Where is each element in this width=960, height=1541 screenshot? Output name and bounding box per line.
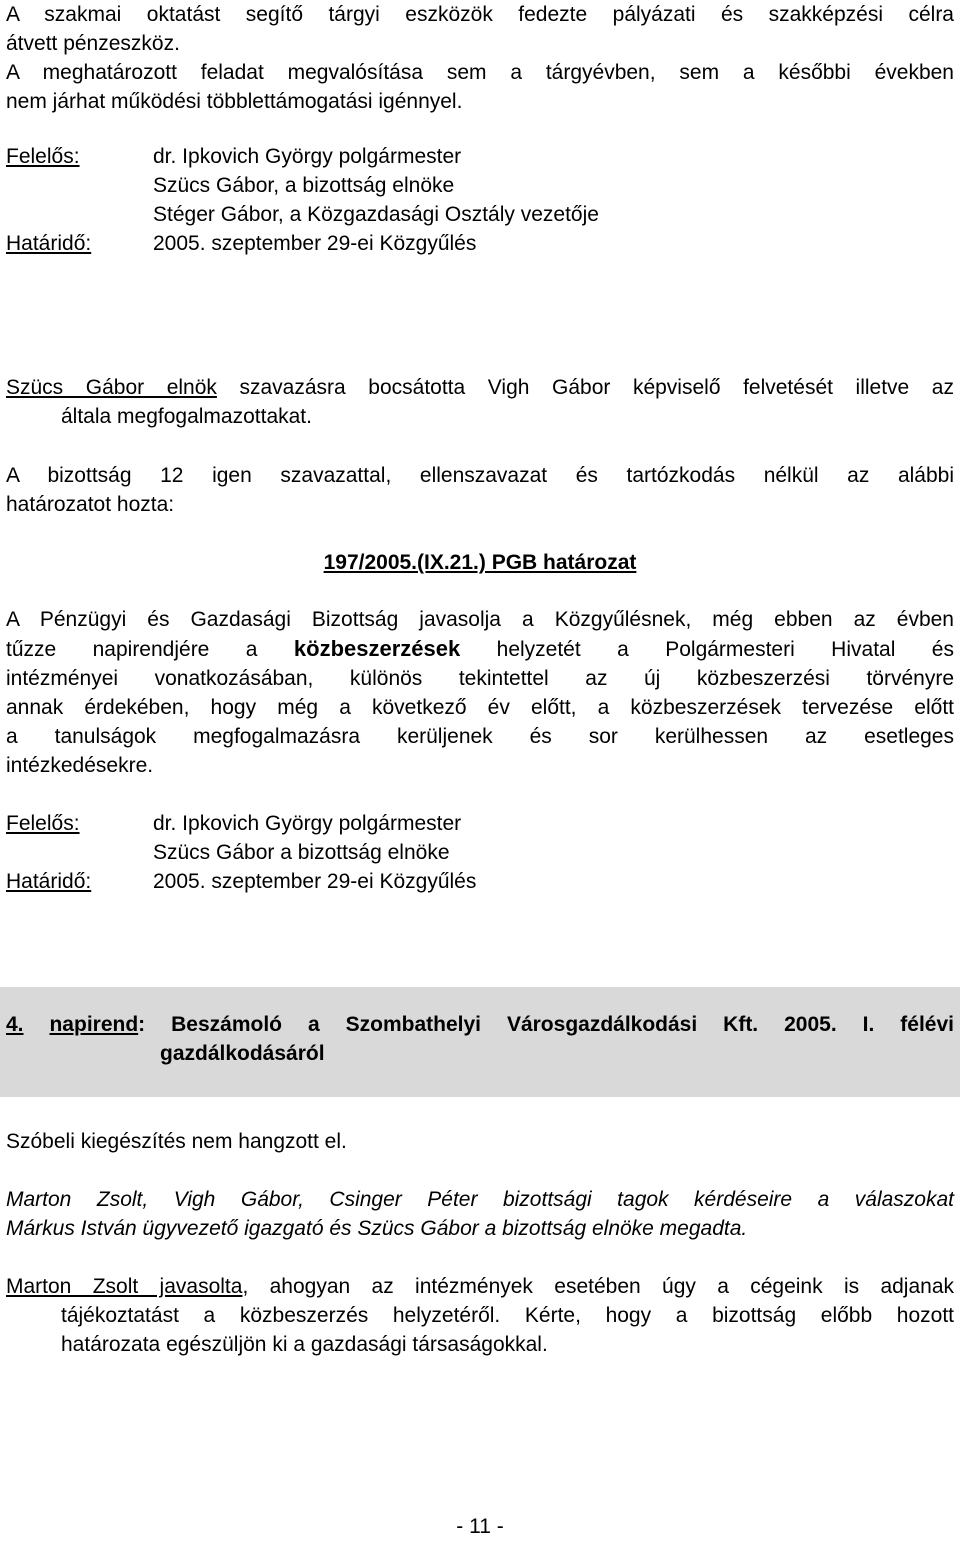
hatarido-value: 2005. szeptember 29-ei Közgyűlés — [153, 232, 477, 255]
agenda-number: 4. — [6, 1013, 24, 1036]
responsible-block-1 — [6, 142, 954, 258]
vote-result-line: A bizottság 12 igen szavazattal, ellenszavazat és tartózkodás nélkül az alábbi — [6, 464, 954, 487]
proposal-text: , ahogyan az intézmények esetében úgy a cégeink is adjanak — [242, 1275, 955, 1298]
intro-paragraph — [6, 0, 954, 116]
proposal-paragraph — [6, 1272, 954, 1359]
resolution-line: a tanulságok megfogalmazásra kerüljenek és sor kerülhessen az esetleges — [6, 725, 954, 748]
agenda-colon: : — [138, 1013, 146, 1036]
chair-name: Szücs Gábor elnök — [6, 376, 217, 399]
keyword-bold: közbeszerzések — [293, 636, 461, 661]
resolution-body — [6, 605, 954, 780]
questions-paragraph — [6, 1185, 954, 1243]
vote-intro-paragraph — [6, 373, 954, 431]
resolution-line: A Pénzügyi és Gazdasági Bizottság javasolja a Közgyűlésnek, még ebben az évben — [6, 608, 954, 631]
agenda-title: Beszámoló a Szombathelyi Városgazdálkodási Kft. 2005. I. félévi — [171, 1013, 954, 1036]
felelos-label: Felelős: — [6, 145, 80, 168]
intro-line: nem járhat működési többlettámogatási igénnyel. — [6, 90, 463, 113]
felelos-name: Szücs Gábor a bizottság elnöke — [153, 841, 450, 864]
proposal-line: tájékoztatást a közbeszerzés helyzetéről. Kérte, hogy a bizottság előbb hozott — [61, 1304, 954, 1327]
hatarido-label: Határidő: — [6, 232, 92, 255]
resolution-line: intézkedésekre. — [6, 754, 154, 777]
responsible-block-2 — [6, 809, 954, 896]
agenda-heading-box — [0, 987, 960, 1097]
felelos-name: dr. Ipkovich György polgármester — [153, 145, 462, 168]
vote-intro-line: általa megfogalmazottakat. — [61, 405, 312, 428]
resolution-title: 197/2005.(IX.21.) PGB határozat — [323, 551, 637, 574]
resolution-line: intézményei vonatkozásában, különös tekintettel az új közbeszerzési törvényre — [6, 667, 954, 690]
questions-line: Márkus István ügyvezető igazgató és Szücs Gábor a bizottság elnöke megadta. — [6, 1217, 748, 1240]
felelos-name: Stéger Gábor, a Közgazdasági Osztály vezetője — [153, 203, 599, 226]
resolution-line — [6, 634, 954, 664]
proposal-line: határozata egészüljön ki a gazdasági társaságokkal. — [61, 1333, 548, 1356]
vote-intro-text: szavazásra bocsátotta Vigh Gábor képviselő felvetését illetve az — [216, 376, 954, 399]
agenda-title-line2: gazdálkodásáról — [160, 1042, 325, 1065]
agenda-heading-line — [6, 1010, 954, 1039]
felelos-name: Szücs Gábor, a bizottság elnöke — [153, 174, 455, 197]
intro-line: A szakmai oktatást segítő tárgyi eszközök fedezte pályázati és szakképzési célra — [6, 3, 954, 26]
hatarido-value: 2005. szeptember 29-ei Közgyűlés — [153, 870, 477, 893]
vote-result-line: határozatot hozta: — [6, 493, 175, 516]
vote-result-paragraph — [6, 461, 954, 519]
hatarido-label: Határidő: — [6, 870, 92, 893]
resolution-text: helyzetét a Polgármesteri Hivatal és — [496, 638, 954, 661]
agenda-label: napirend — [49, 1013, 139, 1036]
proposer-name: Marton Zsolt javasolta — [6, 1275, 243, 1298]
felelos-name: dr. Ipkovich György polgármester — [153, 812, 462, 835]
felelos-label: Felelős: — [6, 812, 80, 835]
intro-line: átvett pénzeszköz. — [6, 32, 180, 55]
questions-line: Marton Zsolt, Vigh Gábor, Csinger Péter bizottsági tagok kérdéseire a válaszokat — [6, 1188, 954, 1211]
resolution-line: annak érdekében, hogy még a következő év előtt, a közbeszerzések tervezése előtt — [6, 696, 954, 719]
oral-supplement: Szóbeli kiegészítés nem hangzott el. — [6, 1130, 347, 1153]
resolution-text: tűzze napirendjére a — [6, 638, 258, 661]
intro-line: A meghatározott feladat megvalósítása sem a tárgyévben, sem a későbbi években — [6, 61, 954, 84]
page-number: - 11 - — [456, 1515, 504, 1538]
